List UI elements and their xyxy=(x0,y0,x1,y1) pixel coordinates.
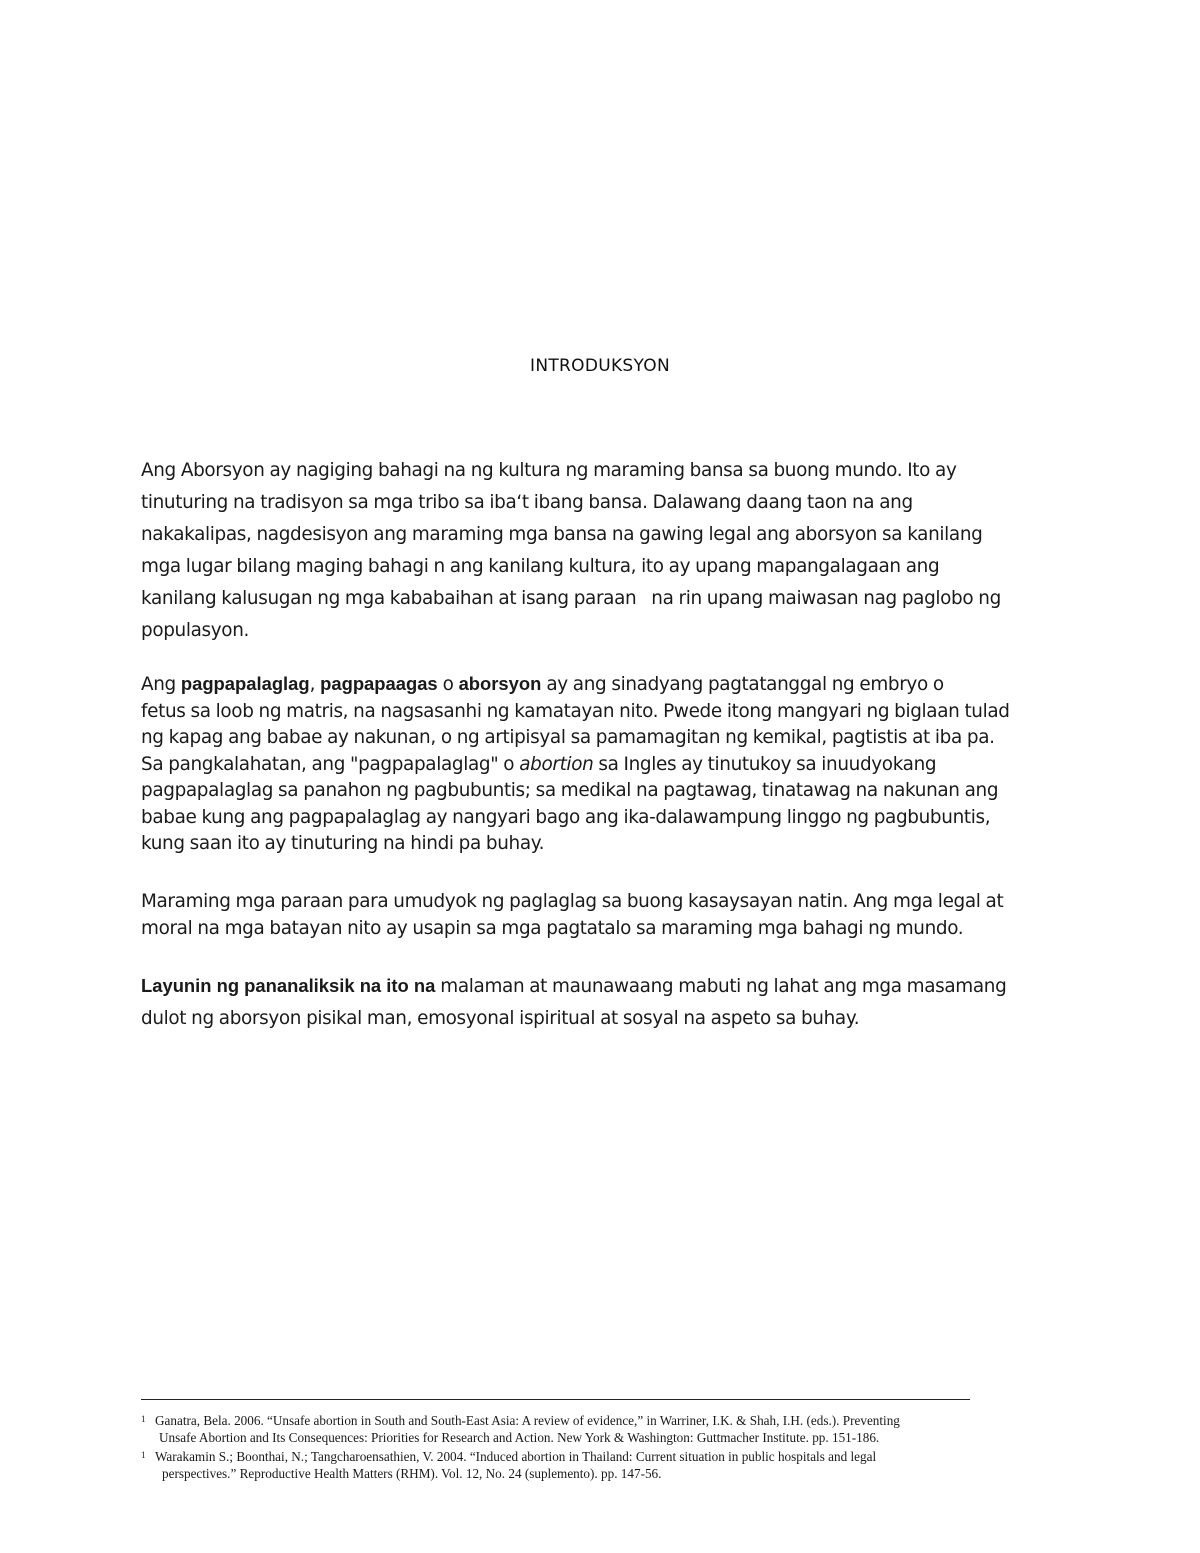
text-line: tinuturing na tradisyon sa mga tribo sa iba‘t ibang bansa. Dalawang daang taon na ang xyxy=(141,492,913,513)
footnote-separator xyxy=(141,1399,970,1400)
bold-term: aborsyon xyxy=(458,673,542,694)
text-line: mga lugar bilang maging bahagi n ang kanilang kultura, ito ay upang mapangalagaan ang xyxy=(141,556,940,577)
text-line: ng kapag ang babae ay nakunan, o ng artipisyal sa pamamagitan ng kemikal, pagtistis at iba pa. xyxy=(141,727,995,748)
footnote xyxy=(141,1447,1071,1482)
italic-term: abortion xyxy=(519,753,594,775)
paragraph-history xyxy=(141,889,1071,942)
footnote xyxy=(141,1411,1071,1446)
page-title: INTRODUKSYON xyxy=(530,356,670,376)
footnote-marker: 1 xyxy=(141,1414,146,1424)
text-line: Ang Aborsyon ay nagiging bahagi na ng kultura ng maraming bansa sa buong mundo. Ito ay xyxy=(141,460,957,481)
bold-lead: Layunin ng pananaliksik na ito na xyxy=(141,975,436,996)
text-run: malaman at maunawaang mabuti ng lahat ang mga masamang xyxy=(435,976,1007,997)
text-run: Ang xyxy=(141,674,181,695)
footnote-line: perspectives.” Reproductive Health Matters (RHM). Vol. 12, No. 24 (suplemento). pp. 147-56. xyxy=(162,1466,662,1481)
footnote-line xyxy=(141,1449,876,1464)
paragraph-introduction xyxy=(141,455,1071,647)
text-run: sa Ingles ay tinutukoy sa inuudyokang xyxy=(593,753,937,775)
footnote-text: Warakamin S.; Boonthai, N.; Tangcharoensathien, V. 2004. “Induced abortion in Thailand: Current situation in public hospitals and legal xyxy=(155,1449,877,1464)
text-run: Sa pangkalahatan, ang "pagpapalaglag" o xyxy=(141,753,520,775)
text-line: kanilang kalusugan ng mga kababaihan at isang paraan na rin upang maiwasan nag paglobo ng xyxy=(141,588,1001,609)
footnote-text: Ganatra, Bela. 2006. “Unsafe abortion in South and South-East Asia: A review of evidence,” in Warriner, I.K. & Shah, I.H. (eds.). Preventing xyxy=(155,1413,900,1428)
text-run: ay ang sinadyang pagtatanggal ng embryo o xyxy=(541,674,944,695)
text-line: Maraming mga paraan para umudyok ng paglaglag sa buong kasaysayan natin. Ang mga legal at xyxy=(141,891,1004,912)
footnote-marker: 1 xyxy=(141,1450,146,1460)
text-line xyxy=(141,752,1071,779)
text-run: , xyxy=(309,674,321,695)
text-line xyxy=(141,671,1071,699)
text-line: populasyon. xyxy=(141,620,250,641)
text-line: kung saan ito ay tinuturing na hindi pa buhay. xyxy=(141,833,545,854)
footnote-line xyxy=(141,1413,900,1428)
text-line: dulot ng aborsyon pisikal man, emosyonal ispiritual at sosyal na aspeto sa buhay. xyxy=(141,1008,860,1029)
footnote-line: Unsafe Abortion and Its Consequences: Priorities for Research and Action. New York & Washington: Guttmacher Institute. pp. 151-186. xyxy=(159,1430,880,1445)
text-line: nakakalipas, nagdesisyon ang maraming mga bansa na gawing legal ang aborsyon sa kanilang xyxy=(141,524,983,545)
paragraph-objective xyxy=(141,970,1071,1035)
text-line: babae kung ang pagpapalaglag ay nangyari bago ang ika-dalawampung linggo ng pagbubuntis, xyxy=(141,806,991,828)
bold-term: pagpapaagas xyxy=(320,673,438,694)
text-run: o xyxy=(437,674,459,695)
text-line: pagpapalaglag sa panahon ng pagbubuntis; sa medikal na pagtawag, tinatawag na nakunan ang xyxy=(141,780,999,801)
text-line xyxy=(141,970,1071,1003)
paragraph-definition xyxy=(141,671,1071,858)
text-line: fetus sa loob ng matris, na nagsasanhi ng kamatayan nito. Pwede itong mangyari ng biglaan tulad xyxy=(141,700,1010,722)
text-line: moral na mga batayan nito ay usapin sa mga pagtatalo sa maraming mga bahagi ng mundo. xyxy=(141,917,964,939)
bold-term: pagpapalaglag xyxy=(180,673,310,694)
